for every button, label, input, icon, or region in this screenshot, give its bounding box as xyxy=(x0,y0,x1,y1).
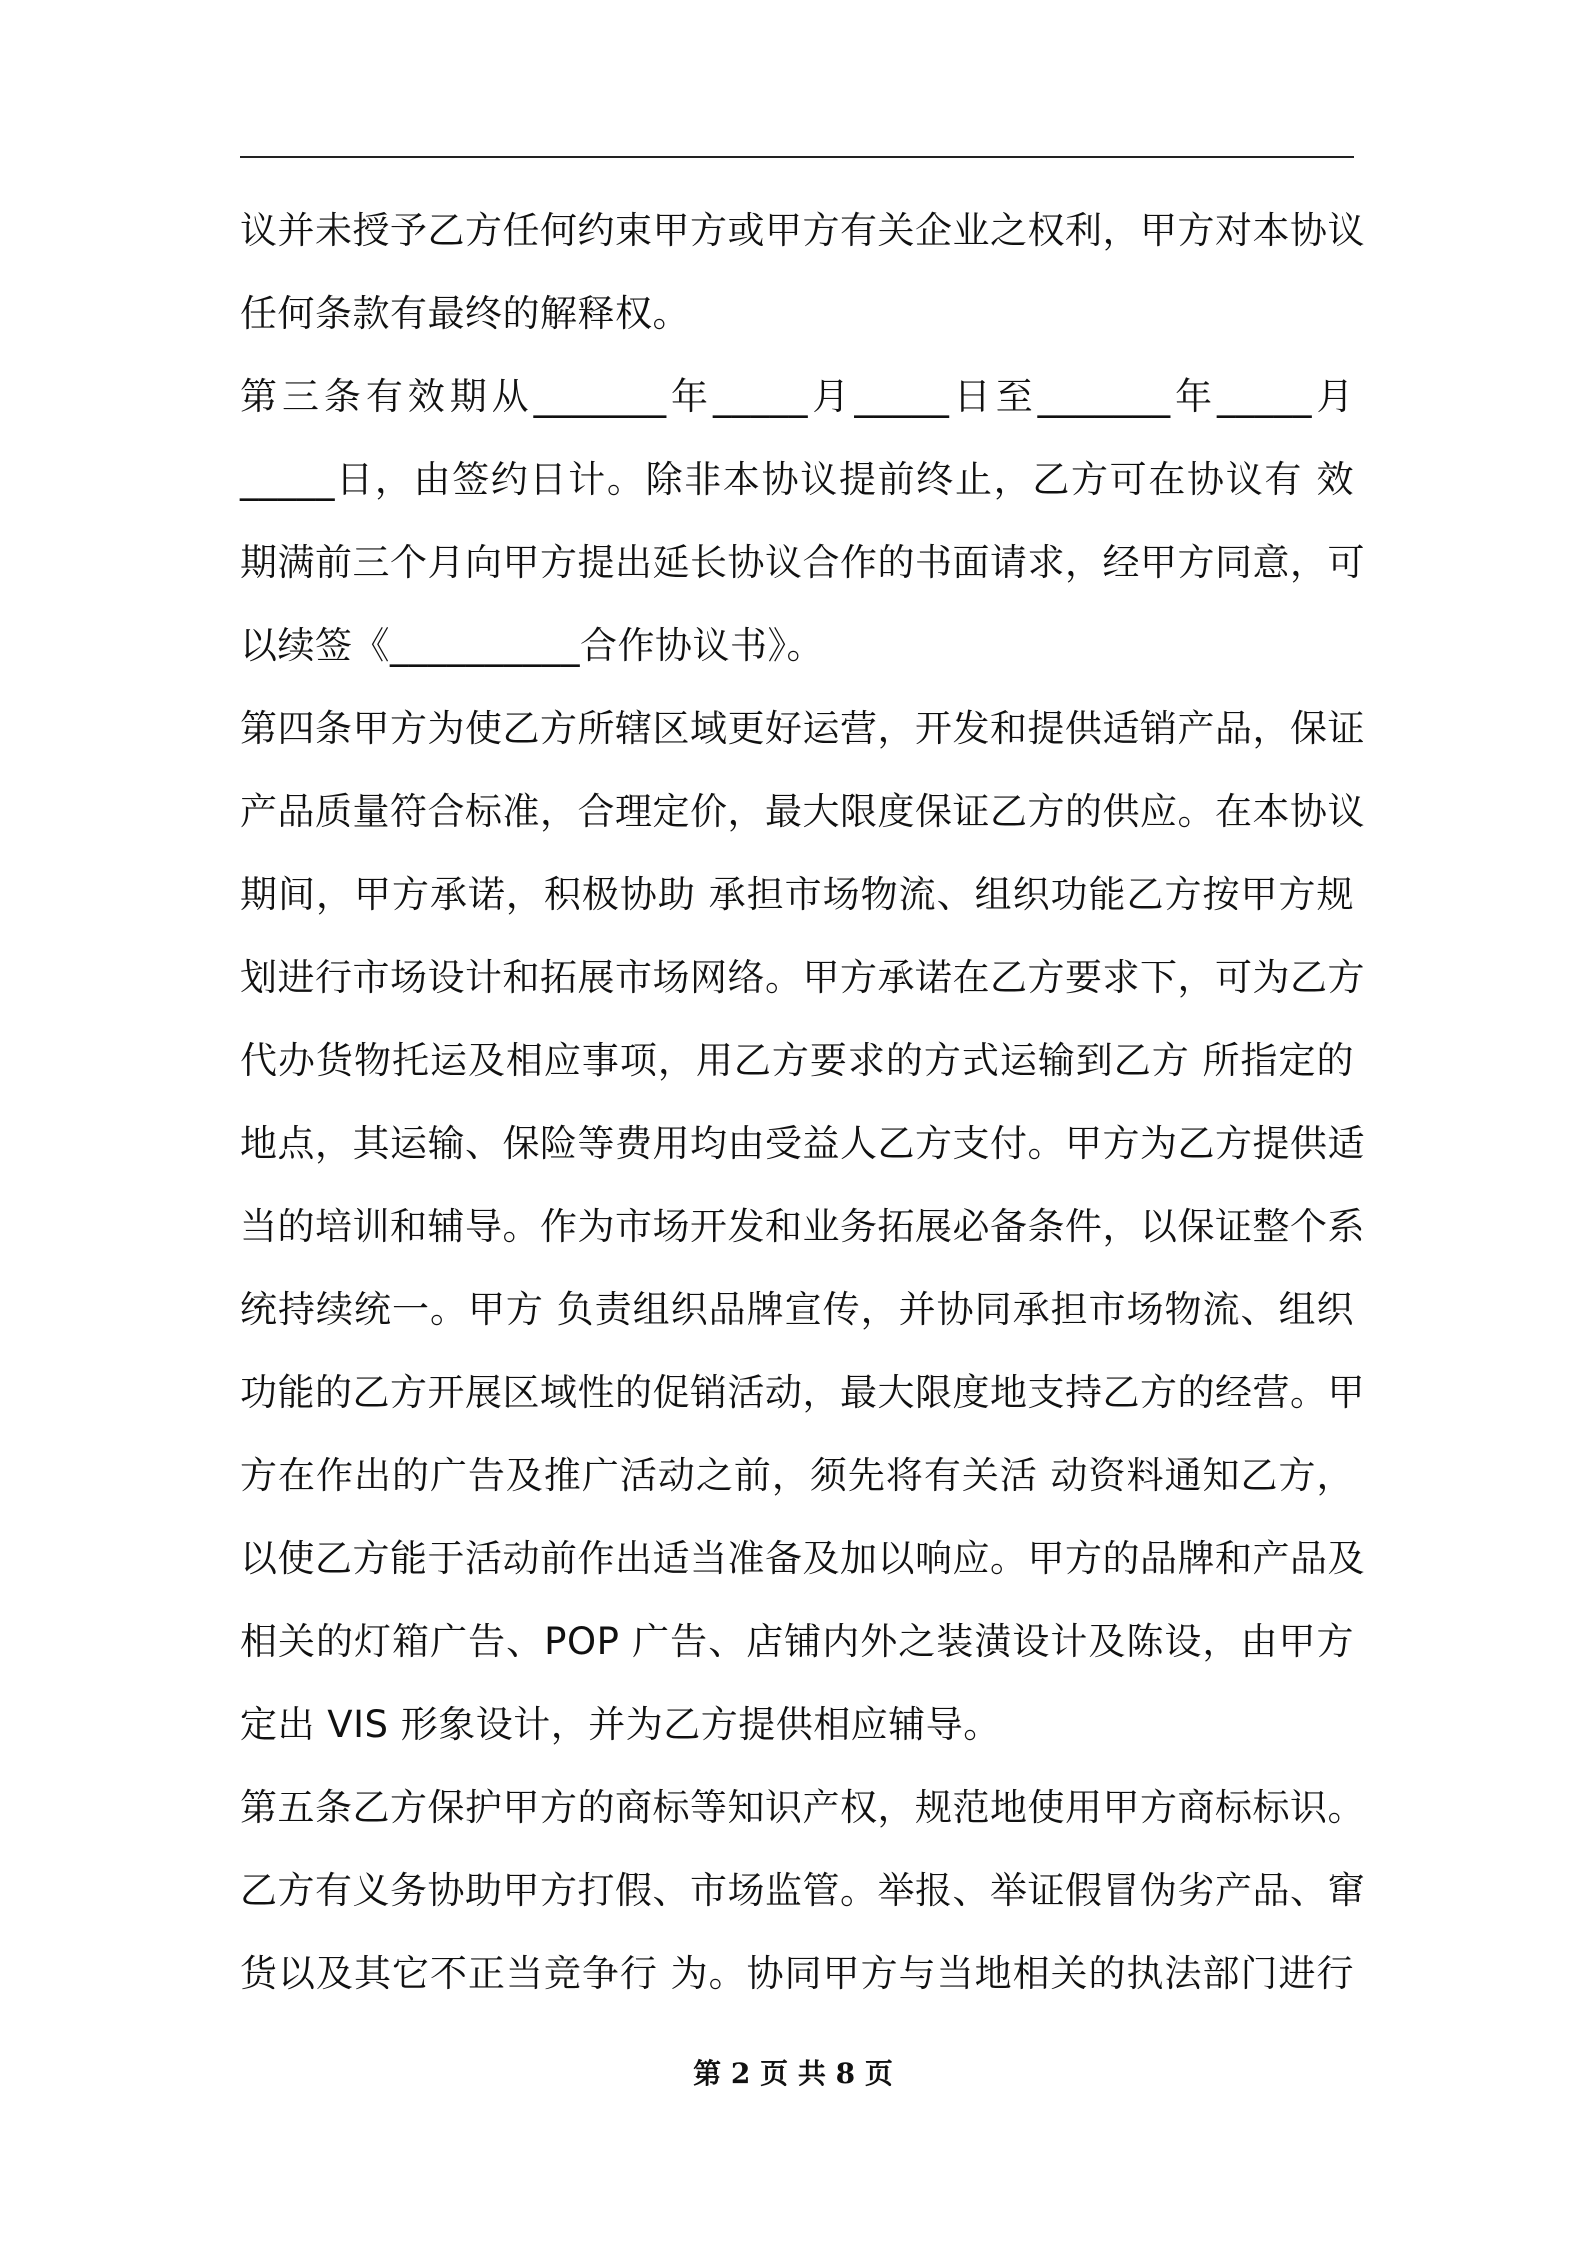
text-line: 第五条乙方保护甲方的商标等知识产权，规范地使用甲方商标标识。 xyxy=(240,1786,1365,1829)
text-line: 货以及其它不正当竞争行 为。协同甲方与当地相关的执法部门进行 xyxy=(240,1952,1354,1995)
text-line: 以续签《__________合作协议书》。 xyxy=(240,624,824,667)
page-number: 第 2 页 共 8 页 xyxy=(693,2057,893,2090)
text-line: 以使乙方能于活动前作出适当准备及加以响应。甲方的品牌和产品及 xyxy=(240,1537,1365,1580)
text-line: 统持续统一。甲方 负责组织品牌宣传，并协同承担市场物流、组织 xyxy=(240,1288,1354,1331)
text-line: 地点，其运输、保险等费用均由受益人乙方支付。甲方为乙方提供适 xyxy=(240,1122,1365,1165)
text-line: 期间，甲方承诺，积极协助 承担市场物流、组织功能乙方按甲方规 xyxy=(240,873,1354,916)
text-line: 定出 VIS 形象设计，并为乙方提供相应辅导。 xyxy=(240,1703,1001,1746)
text-line: 乙方有义务协助甲方打假、市场监管。举报、举证假冒伪劣产品、窜 xyxy=(240,1869,1365,1912)
header-rule xyxy=(240,156,1354,158)
document-body xyxy=(240,198,1365,2024)
text-line: 产品质量符合标准，合理定价，最大限度保证乙方的供应。在本协议 xyxy=(240,790,1365,833)
text-line: 第四条甲方为使乙方所辖区域更好运营，开发和提供适销产品，保证 xyxy=(240,707,1365,750)
text-line: 代办货物托运及相应事项，用乙方要求的方式运输到乙方 所指定的 xyxy=(240,1039,1354,1082)
text-line: 议并未授予乙方任何约束甲方或甲方有关企业之权利，甲方对本协议 xyxy=(240,209,1365,252)
text-line: 功能的乙方开展区域性的促销活动，最大限度地支持乙方的经营。甲 xyxy=(240,1371,1365,1414)
text-line: 任何条款有最终的解释权。 xyxy=(240,292,690,335)
text-line: 当的培训和辅导。作为市场开发和业务拓展必备条件，以保证整个系 xyxy=(240,1205,1365,1248)
text-line: 方在作出的广告及推广活动之前，须先将有关活 动资料通知乙方， xyxy=(240,1454,1354,1497)
text-line: 相关的灯箱广告、POP 广告、店铺内外之装潢设计及陈设，由甲方 xyxy=(240,1620,1354,1663)
text-line: 划进行市场设计和拓展市场网络。甲方承诺在乙方要求下，可为乙方 xyxy=(240,956,1365,999)
text-line: _____日，由签约日计。除非本协议提前终止，乙方可在协议有 效 xyxy=(240,458,1354,501)
text-line: 期满前三个月向甲方提出延长协议合作的书面请求，经甲方同意，可 xyxy=(240,541,1365,584)
text-line: 第三条有效期从_______年_____月_____日至_______年_____月 xyxy=(240,375,1354,418)
